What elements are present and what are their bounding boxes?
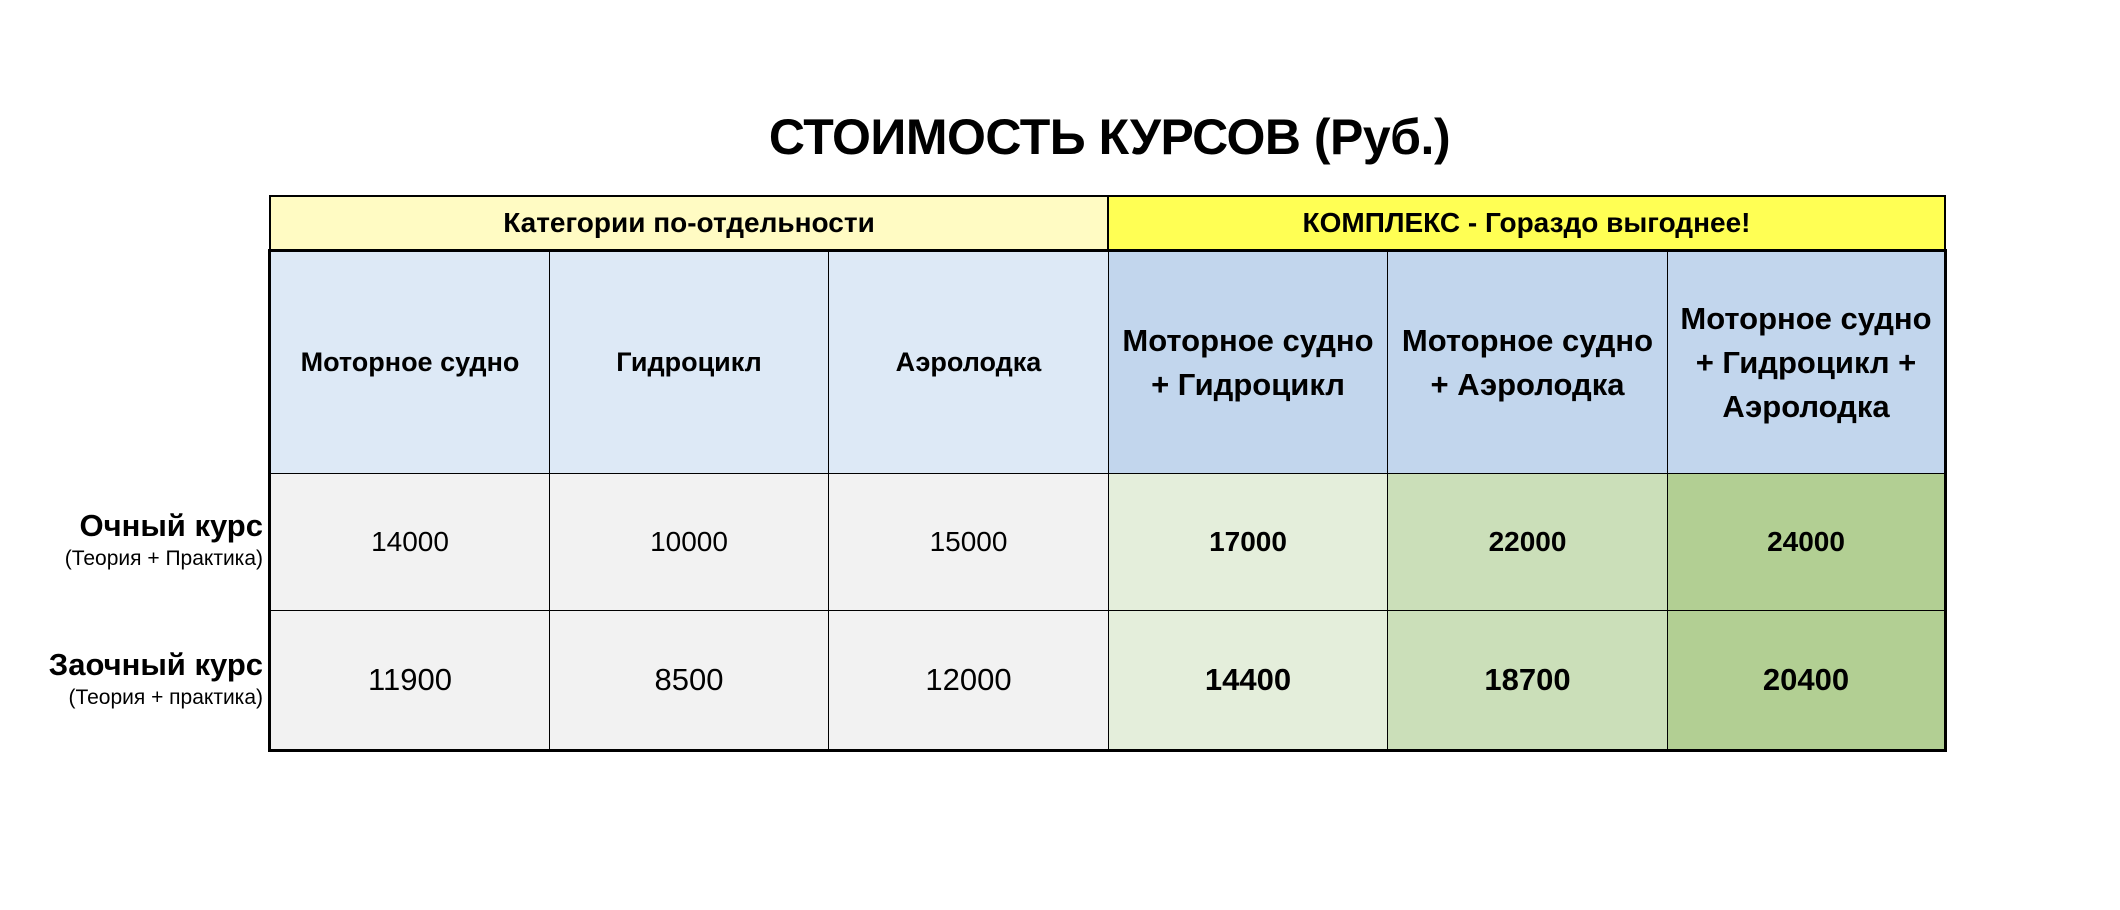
column-header-airboat: Аэролодка xyxy=(829,252,1109,474)
table-cell: 8500 xyxy=(550,611,829,749)
group-header-row xyxy=(269,195,1946,249)
table-cell: 10000 xyxy=(550,474,829,611)
table-cell: 14400 xyxy=(1109,611,1388,749)
group-complex-header: КОМПЛЕКС - Гораздо выгоднее! xyxy=(1109,197,1944,249)
table-cell: 14000 xyxy=(271,474,550,611)
table-cell: 17000 xyxy=(1109,474,1388,611)
column-header-motor-jetski: Моторное судно + Гидроцикл xyxy=(1109,252,1388,474)
table-cell: 12000 xyxy=(829,611,1109,749)
row-label-subtitle: (Теория + Практика) xyxy=(64,547,263,570)
row-label-correspondence xyxy=(49,646,263,712)
table-cell: 18700 xyxy=(1388,611,1668,749)
table-cell: 15000 xyxy=(829,474,1109,611)
row-label-title: Заочный курс xyxy=(48,647,263,682)
column-header-motor-jetski-airboat: Моторное судно + Гидроцикл + Аэролодка xyxy=(1668,252,1944,474)
group-individual-header: Категории по-отдельности xyxy=(271,197,1109,249)
column-header-motor: Моторное судно xyxy=(271,252,550,474)
column-header-jetski: Гидроцикл xyxy=(550,252,829,474)
table-cell: 11900 xyxy=(271,611,550,749)
row-label-fulltime xyxy=(65,507,263,573)
column-header-motor-airboat: Моторное судно + Аэролодка xyxy=(1388,252,1668,474)
page-title: СТОИМОСТЬ КУРСОВ (Руб.) xyxy=(768,109,1451,165)
row-label-title: Очный курс xyxy=(79,508,263,543)
table-cell: 24000 xyxy=(1668,474,1944,611)
table-cell: 20400 xyxy=(1668,611,1944,749)
row-label-subtitle: (Теория + практика) xyxy=(68,686,263,709)
table-cell: 22000 xyxy=(1388,474,1668,611)
price-table xyxy=(268,249,1947,752)
